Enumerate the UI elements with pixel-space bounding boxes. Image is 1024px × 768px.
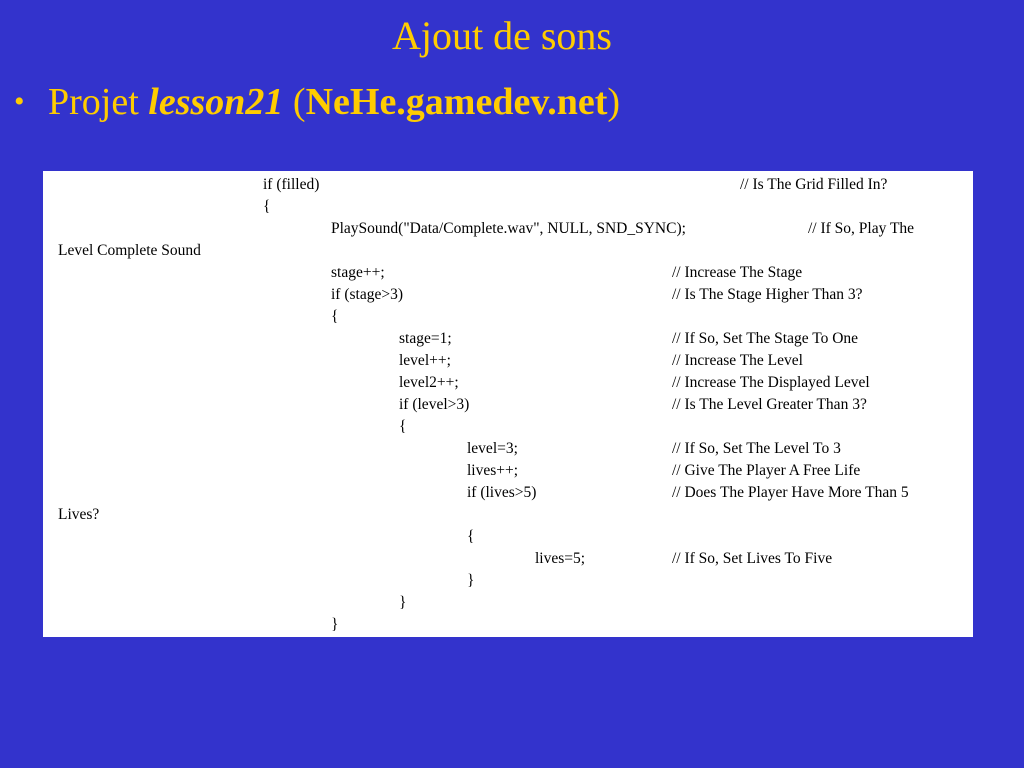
comment-level-set: // If So, Set The Level To 3 <box>672 440 841 457</box>
bullet-prefix: Projet <box>48 81 149 123</box>
code-level-set: level=3; <box>467 440 518 457</box>
code-level2-inc: level2++; <box>399 374 459 391</box>
code-lives-set: lives=5; <box>535 550 586 567</box>
code-listing <box>43 171 973 637</box>
comment-level2-inc: // Increase The Displayed Level <box>672 374 870 391</box>
comment-if-lives-wrap: Lives? <box>58 506 100 523</box>
code-lives-inc: lives++; <box>467 462 519 479</box>
comment-if-stage: // Is The Stage Higher Than 3? <box>672 286 863 303</box>
code-brace-open-4: { <box>467 528 475 545</box>
bullet-project <box>14 78 620 126</box>
paren-close: ) <box>607 81 621 123</box>
bullet-dot: • <box>14 85 25 118</box>
comment-if-filled: // Is The Grid Filled In? <box>740 176 888 193</box>
slide-title: Ajout de sons <box>392 13 612 58</box>
comment-playsound: // If So, Play The <box>808 220 915 237</box>
code-if-lives: if (lives>5) <box>467 484 537 501</box>
comment-level-inc: // Increase The Level <box>672 352 803 369</box>
comment-lives-set: // If So, Set Lives To Five <box>672 550 833 567</box>
code-brace-open-2: { <box>331 308 339 325</box>
comment-if-lives: // Does The Player Have More Than 5 <box>672 484 909 501</box>
code-brace-close-3: } <box>399 594 407 611</box>
code-brace-close-4: } <box>467 572 475 589</box>
site-name: NeHe.gamedev.net <box>305 81 608 123</box>
code-stage-inc: stage++; <box>331 264 385 281</box>
code-brace-open-3: { <box>399 418 407 435</box>
code-playsound: PlaySound("Data/Complete.wav", NULL, SND_SYNC); <box>331 220 686 237</box>
code-if-stage: if (stage>3) <box>331 286 404 303</box>
comment-playsound-wrap: Level Complete Sound <box>58 242 201 259</box>
code-brace-open-1: { <box>263 198 271 215</box>
comment-if-level: // Is The Level Greater Than 3? <box>672 396 867 413</box>
project-name: lesson21 <box>148 81 284 123</box>
code-stage-reset: stage=1; <box>399 330 452 347</box>
code-brace-close-2: } <box>331 616 339 633</box>
code-if-filled: if (filled) <box>263 176 320 193</box>
paren-open: ( <box>283 81 306 123</box>
comment-lives-inc: // Give The Player A Free Life <box>672 462 861 479</box>
code-if-level: if (level>3) <box>399 396 470 413</box>
comment-stage-inc: // Increase The Stage <box>672 264 803 281</box>
code-level-inc: level++; <box>399 352 451 369</box>
comment-stage-reset: // If So, Set The Stage To One <box>672 330 859 347</box>
